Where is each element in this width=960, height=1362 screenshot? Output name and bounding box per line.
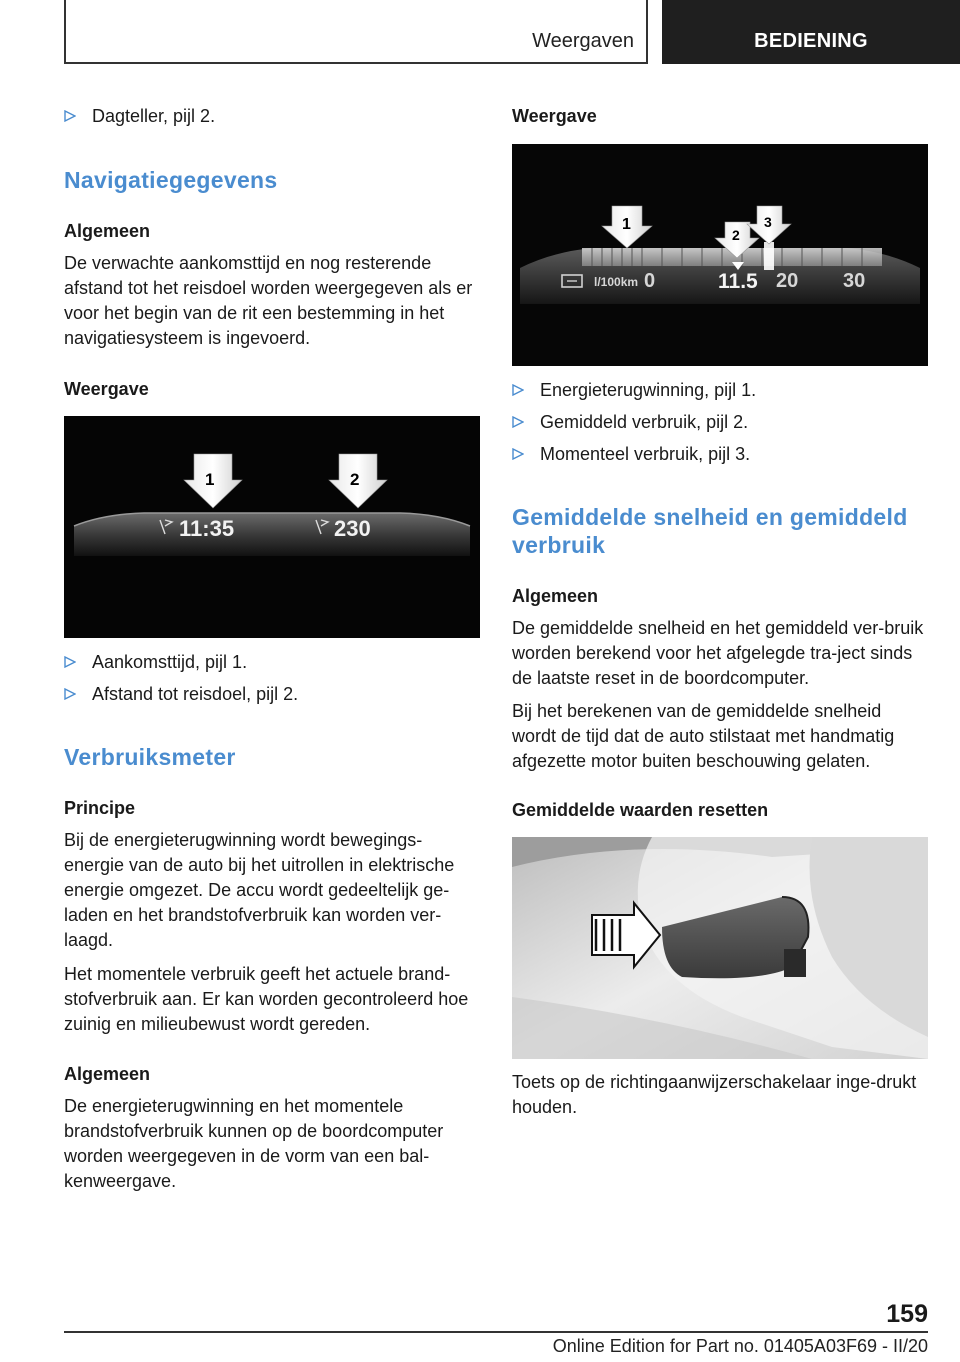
- arrow-number-3: 3: [764, 214, 772, 230]
- list-item: [64, 649, 480, 675]
- page-number: 159: [886, 1300, 928, 1328]
- arrow-number-2: 2: [732, 227, 740, 243]
- subheading-general: Algemeen: [512, 586, 599, 606]
- subheading-principle: Principe: [64, 798, 136, 818]
- subheading-display: Weergave: [512, 106, 597, 126]
- arrival-time-value: 11:35: [179, 516, 235, 541]
- navigation-display-image: [64, 416, 480, 638]
- list-item: [512, 377, 928, 403]
- triangle-bullet-icon: [512, 441, 528, 467]
- arrow-number-2: 2: [350, 470, 360, 489]
- arrow-number-1: 1: [205, 470, 215, 489]
- turn-signal-stalk-image: [512, 837, 928, 1059]
- paragraph: Bij de energieterugwinning wordt bewegings-energie van de auto bij het uitrollen in elektrische energie omgezet. De accu wordt gedeeltelijk ge-laden en het brandstofverbruik kan worden ver-laagd.: [64, 830, 455, 950]
- triangle-bullet-icon: [512, 409, 528, 435]
- list-item-text: Aankomsttijd, pijl 1.: [92, 652, 248, 672]
- list-item: [512, 441, 928, 467]
- list-item-text: Gemiddeld verbruik, pijl 2.: [540, 412, 749, 432]
- subheading-general: Algemeen: [64, 1064, 151, 1084]
- header-section-title: Weergaven: [532, 30, 634, 52]
- triangle-bullet-icon: [64, 681, 80, 707]
- header-chapter-label: BEDIENING: [754, 30, 868, 52]
- paragraph: Bij het berekenen van de gemiddelde snelheid wordt de tijd dat de auto stilstaat met handmatig afgezette motor buiten beschouwing gelaten.: [512, 701, 895, 771]
- subheading-reset: Gemiddelde waarden resetten: [512, 800, 769, 820]
- footer-divider: [64, 1331, 928, 1333]
- consumption-meter-image: [512, 144, 928, 366]
- distance-value: 230: [334, 516, 371, 541]
- scale-tick-30: 30: [843, 270, 866, 292]
- list-item: [64, 681, 480, 707]
- scale-tick-0: 0: [644, 270, 656, 292]
- list-item: [64, 103, 480, 129]
- triangle-bullet-icon: [64, 103, 80, 129]
- section-heading-navigation: Navigatiegegevens: [64, 167, 278, 193]
- paragraph: De energieterugwinning en het momentele brandstofverbruik kunnen op de boordcomputer worden weergegeven in de vorm van een bal-kenweergave.: [64, 1096, 444, 1191]
- arrow-number-1: 1: [622, 216, 631, 233]
- paragraph: De gemiddelde snelheid en het gemiddeld ver-bruik worden berekend voor het afgelegde tra-ject sinds de laatste reset in de boordcomputer.: [512, 618, 924, 688]
- footer-edition: Online Edition for Part no. 01405A03F69 - II/20: [552, 1336, 928, 1356]
- header-chapter-tab: [662, 0, 960, 64]
- scale-tick-20: 20: [776, 270, 799, 292]
- section-heading-average: Gemiddelde snelheid en gemiddeld verbruik: [512, 504, 908, 558]
- list-item-text: Dagteller, pijl 2.: [92, 106, 216, 126]
- triangle-bullet-icon: [512, 377, 528, 403]
- paragraph: Het momentele verbruik geeft het actuele brand-stofverbruik aan. Er kan worden gecontroleerd hoe zuinig en milieubewust wordt gereden.: [64, 964, 469, 1034]
- list-item-text: Momenteel verbruik, pijl 3.: [540, 444, 751, 464]
- unit-label: l/100km: [594, 275, 639, 289]
- list-item-text: Energieterugwinning, pijl 1.: [540, 380, 757, 400]
- subheading-general: Algemeen: [64, 221, 151, 241]
- subheading-display: Weergave: [64, 379, 149, 399]
- list-item-text: Afstand tot reisdoel, pijl 2.: [92, 684, 299, 704]
- triangle-bullet-icon: [64, 649, 80, 675]
- paragraph: De verwachte aankomsttijd en nog resterende afstand tot het reisdoel worden weergegeven als er voor het begin van de rit een bestemming in het navigatiesysteem is ingevoerd.: [64, 253, 473, 348]
- paragraph: Toets op de richtingaanwijzerschakelaar inge-drukt houden.: [512, 1072, 917, 1117]
- average-consumption-value: 11.5: [718, 270, 758, 293]
- list-item: [512, 409, 928, 435]
- section-heading-consumption: Verbruiksmeter: [64, 744, 236, 770]
